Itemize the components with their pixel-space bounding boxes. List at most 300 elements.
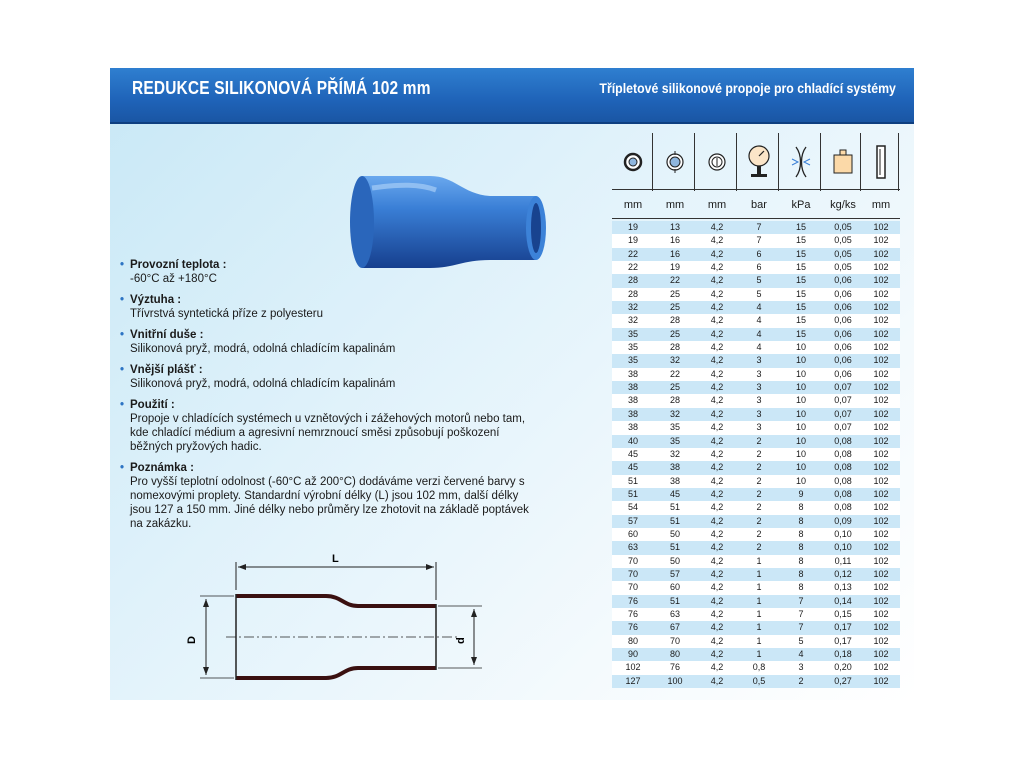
length-icon bbox=[866, 133, 896, 191]
table-cell: 3 bbox=[798, 662, 804, 673]
table-cell: 102 bbox=[873, 315, 889, 326]
table-cell: 1 bbox=[756, 622, 762, 633]
table-cell: 102 bbox=[873, 368, 889, 379]
table-cell: 102 bbox=[873, 288, 889, 299]
table-row bbox=[612, 648, 900, 661]
table-cell: 0,14 bbox=[834, 595, 852, 606]
table-cell: 102 bbox=[873, 435, 889, 446]
info-label: • Použití : bbox=[130, 399, 175, 411]
table-cell: 0,08 bbox=[834, 462, 852, 473]
table-cell: 25 bbox=[669, 302, 680, 313]
table-cell: 102 bbox=[873, 488, 889, 499]
outer-diameter-icon bbox=[616, 133, 650, 191]
inner-diameter-icon bbox=[658, 133, 692, 191]
table-cell: 0,06 bbox=[834, 355, 852, 366]
table-cell: 35 bbox=[669, 435, 680, 446]
table-row bbox=[612, 274, 900, 287]
table-cell: 4,2 bbox=[710, 368, 724, 379]
info-text: Třívrstvá syntetická příze z polyesteru bbox=[130, 308, 324, 320]
table-row bbox=[612, 328, 900, 341]
table-cell: 2 bbox=[756, 542, 762, 553]
table-cell: 9 bbox=[798, 488, 804, 499]
table-cell: 50 bbox=[669, 555, 680, 566]
table-cell: 102 bbox=[873, 568, 889, 579]
table-cell: 8 bbox=[798, 502, 804, 513]
table-cell: 70 bbox=[627, 582, 638, 593]
table-cell: 4 bbox=[798, 649, 804, 659]
table-cell: 38 bbox=[627, 382, 638, 393]
table-row bbox=[612, 314, 900, 327]
table-cell: 32 bbox=[669, 408, 680, 419]
table-cell: 4,2 bbox=[710, 262, 724, 273]
info-label: • Poznámka : bbox=[130, 462, 194, 474]
table-cell: 15 bbox=[795, 328, 806, 339]
table-cell: 25 bbox=[669, 288, 680, 299]
table-cell: 38 bbox=[669, 475, 680, 486]
table-cell: 15 bbox=[795, 262, 806, 273]
table-row bbox=[612, 461, 900, 474]
table-cell: 0,07 bbox=[834, 382, 852, 393]
table-cell: 4,2 bbox=[710, 662, 724, 673]
table-cell: 102 bbox=[873, 448, 889, 459]
table-cell: 22 bbox=[627, 262, 638, 273]
table-row bbox=[612, 568, 900, 581]
table-cell: 4,2 bbox=[710, 502, 724, 513]
table-cell: 22 bbox=[627, 248, 638, 259]
table-cell: 76 bbox=[669, 662, 680, 673]
table-cell: 4,2 bbox=[710, 408, 724, 419]
table-cell: 0,8 bbox=[752, 662, 766, 673]
table-cell: 4,2 bbox=[710, 342, 724, 353]
technical-drawing bbox=[186, 550, 496, 690]
table-cell: 2 bbox=[756, 488, 762, 499]
table-cell: 2 bbox=[756, 448, 762, 459]
table-cell: 102 bbox=[873, 342, 889, 353]
wall-thickness-icon bbox=[700, 133, 734, 191]
pressure-gauge-icon bbox=[742, 133, 776, 191]
table-row bbox=[612, 221, 900, 234]
table-cell: 4,2 bbox=[710, 608, 724, 619]
table-cell: 4,2 bbox=[710, 475, 724, 486]
table-cell: 28 bbox=[669, 315, 680, 326]
table-cell: 1 bbox=[756, 608, 762, 619]
table-cell: 0,05 bbox=[834, 262, 852, 273]
table-cell: 25 bbox=[669, 328, 680, 339]
table-row bbox=[612, 381, 900, 394]
table-cell: 90 bbox=[627, 649, 638, 659]
table-cell: 7 bbox=[756, 235, 762, 246]
table-cell: 102 bbox=[873, 542, 889, 553]
table-cell: 0,06 bbox=[834, 342, 852, 353]
table-cell: 10 bbox=[795, 475, 806, 486]
table-cell: 8 bbox=[798, 555, 804, 566]
table-cell: 4,2 bbox=[710, 395, 724, 406]
table-cell: 8 bbox=[798, 528, 804, 539]
table-cell: 45 bbox=[627, 448, 638, 459]
table-cell: 0,05 bbox=[834, 235, 852, 246]
table-cell: 15 bbox=[795, 222, 806, 232]
table-cell: 0,07 bbox=[834, 395, 852, 406]
table-row bbox=[612, 435, 900, 448]
table-cell: 4,2 bbox=[710, 488, 724, 499]
table-cell: 4,2 bbox=[710, 528, 724, 539]
table-cell: 32 bbox=[669, 355, 680, 366]
table-cell: 10 bbox=[795, 462, 806, 473]
table-cell: 6 bbox=[756, 248, 762, 259]
info-label: • Výztuha : bbox=[130, 294, 182, 306]
table-cell: 102 bbox=[873, 262, 889, 273]
weight-icon bbox=[826, 133, 860, 191]
table-icon-row bbox=[612, 133, 900, 191]
table-cell: 80 bbox=[669, 649, 680, 659]
table-cell: 2 bbox=[756, 435, 762, 446]
table-cell: 51 bbox=[627, 488, 638, 499]
table-cell: 51 bbox=[669, 515, 680, 526]
table-cell: 4,2 bbox=[710, 635, 724, 646]
table-cell: 67 bbox=[669, 622, 680, 633]
table-cell: 0,5 bbox=[752, 675, 766, 686]
table-cell: 4,2 bbox=[710, 288, 724, 299]
unit-header: mm bbox=[665, 199, 685, 211]
table-cell: 0,27 bbox=[834, 675, 852, 686]
table-cell: 54 bbox=[627, 502, 638, 513]
table-cell: 2 bbox=[798, 675, 804, 686]
table-cell: 45 bbox=[669, 488, 680, 499]
table-row bbox=[612, 581, 900, 594]
table-cell: 8 bbox=[798, 515, 804, 526]
table-cell: 63 bbox=[627, 542, 638, 553]
table-row bbox=[612, 675, 900, 688]
table-cell: 6 bbox=[756, 262, 762, 273]
table-cell: 57 bbox=[627, 515, 638, 526]
table-cell: 15 bbox=[795, 302, 806, 313]
table-cell: 0,08 bbox=[834, 502, 852, 513]
table-cell: 102 bbox=[873, 675, 889, 686]
table-row bbox=[612, 515, 900, 528]
table-cell: 7 bbox=[756, 222, 762, 232]
table-cell: 102 bbox=[873, 462, 889, 473]
table-cell: 102 bbox=[873, 515, 889, 526]
table-cell: 57 bbox=[669, 568, 680, 579]
table-cell: 15 bbox=[795, 315, 806, 326]
unit-header: kg/ks bbox=[830, 199, 856, 211]
table-cell: 8 bbox=[798, 568, 804, 579]
table-cell: 7 bbox=[798, 595, 804, 606]
table-cell: 4,2 bbox=[710, 382, 724, 393]
table-cell: 102 bbox=[873, 662, 889, 673]
table-cell: 51 bbox=[669, 502, 680, 513]
table-cell: 0,07 bbox=[834, 422, 852, 433]
info-label: • Provozní teplota : bbox=[130, 259, 227, 271]
table-cell: 0,06 bbox=[834, 328, 852, 339]
table-cell: 16 bbox=[669, 248, 680, 259]
table-cell: 4,2 bbox=[710, 582, 724, 593]
table-cell: 102 bbox=[873, 248, 889, 259]
table-cell: 0,06 bbox=[834, 288, 852, 299]
table-cell: 4,2 bbox=[710, 222, 724, 232]
table-cell: 25 bbox=[669, 382, 680, 393]
info-section bbox=[120, 461, 540, 531]
table-cell: 4,2 bbox=[710, 462, 724, 473]
table-cell: 0,08 bbox=[834, 488, 852, 499]
table-cell: 102 bbox=[873, 649, 889, 659]
table-cell: 38 bbox=[627, 422, 638, 433]
table-cell: 2 bbox=[756, 528, 762, 539]
info-text: Silikonová pryž, modrá, odolná chladícím kapalinám bbox=[130, 378, 396, 390]
table-cell: 3 bbox=[756, 395, 762, 406]
table-cell: 28 bbox=[669, 395, 680, 406]
table-cell: 10 bbox=[795, 395, 806, 406]
table-cell: 10 bbox=[795, 342, 806, 353]
table-cell: 35 bbox=[627, 342, 638, 353]
table-cell: 28 bbox=[627, 275, 638, 286]
table-cell: 2 bbox=[756, 515, 762, 526]
table-row bbox=[612, 234, 900, 247]
table-cell: 102 bbox=[873, 328, 889, 339]
table-row bbox=[612, 448, 900, 461]
table-cell: 4,2 bbox=[710, 315, 724, 326]
table-row bbox=[612, 541, 900, 554]
unit-header: mm bbox=[707, 199, 727, 211]
table-row bbox=[612, 421, 900, 434]
table-cell: 102 bbox=[873, 235, 889, 246]
table-cell: 19 bbox=[627, 235, 638, 246]
table-cell: 102 bbox=[873, 502, 889, 513]
table-cell: 4,2 bbox=[710, 422, 724, 433]
table-cell: 35 bbox=[669, 422, 680, 433]
table-row bbox=[612, 394, 900, 407]
table-cell: 51 bbox=[669, 595, 680, 606]
table-cell: 60 bbox=[669, 582, 680, 593]
table-row bbox=[612, 301, 900, 314]
table-row bbox=[612, 528, 900, 541]
table-cell: 70 bbox=[627, 555, 638, 566]
table-cell: 4,2 bbox=[710, 515, 724, 526]
table-cell: 102 bbox=[873, 528, 889, 539]
table-row bbox=[612, 408, 900, 421]
table-row bbox=[612, 354, 900, 367]
table-cell: 4,2 bbox=[710, 328, 724, 339]
table-row bbox=[612, 501, 900, 514]
diameter-small-label: d bbox=[455, 637, 467, 644]
table-row bbox=[612, 288, 900, 301]
table-cell: 4,2 bbox=[710, 622, 724, 633]
info-text: Pro vyšší teplotní odolnost (-60°C až 200°C) dodáváme verzi červené barvy s nomexovými proplety. Standardní výrobní délky (L) jsou 102 mm, další délky jsou 127 a 150 mm. Jiné délky nebo průměry lze zhotovit na základě poptávek na zakázku. bbox=[130, 476, 529, 530]
table-cell: 0,06 bbox=[834, 275, 852, 286]
table-cell: 0,06 bbox=[834, 368, 852, 379]
table-cell: 10 bbox=[795, 382, 806, 393]
table-cell: 127 bbox=[625, 675, 641, 686]
unit-header: mm bbox=[871, 199, 891, 211]
table-cell: 0,17 bbox=[834, 622, 852, 633]
table-cell: 0,05 bbox=[834, 248, 852, 259]
table-cell: 0,10 bbox=[834, 542, 852, 553]
table-cell: 4 bbox=[756, 302, 762, 313]
table-row bbox=[612, 488, 900, 501]
table-cell: 102 bbox=[873, 555, 889, 566]
table-cell: 32 bbox=[627, 302, 638, 313]
table-cell: 76 bbox=[627, 595, 638, 606]
table-cell: 2 bbox=[756, 462, 762, 473]
table-cell: 4,2 bbox=[710, 595, 724, 606]
table-row bbox=[612, 661, 900, 674]
table-cell: 15 bbox=[795, 288, 806, 299]
table-cell: 102 bbox=[873, 635, 889, 646]
table-cell: 4,2 bbox=[710, 235, 724, 246]
table-cell: 102 bbox=[873, 622, 889, 633]
table-row bbox=[612, 341, 900, 354]
dimension-table bbox=[612, 133, 900, 688]
table-cell: 19 bbox=[669, 262, 680, 273]
table-row bbox=[612, 475, 900, 488]
table-cell: 4,2 bbox=[710, 649, 724, 659]
table-cell: 4,2 bbox=[710, 435, 724, 446]
unit-header: bar bbox=[751, 199, 767, 211]
table-cell: 0,13 bbox=[834, 582, 852, 593]
table-cell: 102 bbox=[873, 382, 889, 393]
table-cell: 4,2 bbox=[710, 555, 724, 566]
table-cell: 100 bbox=[667, 675, 683, 686]
table-cell: 35 bbox=[627, 328, 638, 339]
table-cell: 51 bbox=[627, 475, 638, 486]
table-cell: 10 bbox=[795, 408, 806, 419]
table-cell: 0,11 bbox=[834, 555, 852, 566]
product-info bbox=[120, 258, 540, 538]
table-cell: 0,17 bbox=[834, 635, 852, 646]
table-cell: 2 bbox=[756, 502, 762, 513]
table-cell: 0,08 bbox=[834, 435, 852, 446]
info-label: • Vnější plášť : bbox=[130, 364, 203, 376]
table-cell: 1 bbox=[756, 555, 762, 566]
table-cell: 4 bbox=[756, 315, 762, 326]
table-cell: 102 bbox=[873, 275, 889, 286]
table-cell: 0,20 bbox=[834, 662, 852, 673]
table-body bbox=[612, 221, 900, 688]
table-cell: 15 bbox=[795, 235, 806, 246]
table-cell: 102 bbox=[873, 395, 889, 406]
page-subtitle: Třípletové silikonové propoje pro chladící systémy bbox=[599, 80, 896, 96]
table-cell: 102 bbox=[873, 608, 889, 619]
table-cell: 76 bbox=[627, 608, 638, 619]
table-cell: 102 bbox=[625, 662, 641, 673]
table-cell: 4,2 bbox=[710, 448, 724, 459]
table-cell: 32 bbox=[669, 448, 680, 459]
diameter-big-label: D bbox=[186, 636, 198, 644]
table-cell: 5 bbox=[756, 275, 762, 286]
table-cell: 102 bbox=[873, 302, 889, 313]
table-cell: 76 bbox=[627, 622, 638, 633]
table-row bbox=[612, 608, 900, 621]
table-cell: 28 bbox=[669, 342, 680, 353]
info-section bbox=[120, 258, 540, 286]
table-cell: 22 bbox=[669, 368, 680, 379]
info-section bbox=[120, 363, 540, 391]
table-cell: 0,09 bbox=[834, 515, 852, 526]
table-cell: 0,12 bbox=[834, 568, 852, 579]
table-cell: 4 bbox=[756, 328, 762, 339]
table-cell: 38 bbox=[627, 395, 638, 406]
table-cell: 0,05 bbox=[834, 222, 852, 232]
table-cell: 8 bbox=[798, 542, 804, 553]
table-cell: 4,2 bbox=[710, 355, 724, 366]
table-cell: 10 bbox=[795, 448, 806, 459]
table-cell: 3 bbox=[756, 422, 762, 433]
table-cell: 70 bbox=[669, 635, 680, 646]
table-cell: 0,08 bbox=[834, 475, 852, 486]
table-cell: 102 bbox=[873, 408, 889, 419]
burst-pressure-icon bbox=[784, 133, 818, 191]
table-cell: 3 bbox=[756, 355, 762, 366]
info-label: • Vnitřní duše : bbox=[130, 329, 204, 341]
table-cell: 102 bbox=[873, 422, 889, 433]
table-cell: 102 bbox=[873, 355, 889, 366]
table-cell: 70 bbox=[627, 568, 638, 579]
table-cell: 45 bbox=[627, 462, 638, 473]
length-label: L bbox=[332, 553, 339, 565]
table-units-row bbox=[612, 195, 900, 217]
table-cell: 4 bbox=[756, 342, 762, 353]
table-cell: 0,10 bbox=[834, 528, 852, 539]
table-cell: 4,2 bbox=[710, 542, 724, 553]
info-section bbox=[120, 398, 540, 454]
table-cell: 102 bbox=[873, 595, 889, 606]
table-cell: 16 bbox=[669, 235, 680, 246]
table-cell: 32 bbox=[627, 315, 638, 326]
table-cell: 0,07 bbox=[834, 408, 852, 419]
table-cell: 4,2 bbox=[710, 568, 724, 579]
table-cell: 51 bbox=[669, 542, 680, 553]
info-text: Propoje v chladících systémech u vznětových i zážehových motorů nebo tam, kde chladící médium a agresivní nemrznoucí směsi způsobují poškození běžných pryžových hadic. bbox=[130, 413, 526, 453]
table-cell: 15 bbox=[795, 248, 806, 259]
table-cell: 2 bbox=[756, 475, 762, 486]
table-row bbox=[612, 368, 900, 381]
table-cell: 15 bbox=[795, 275, 806, 286]
table-cell: 10 bbox=[795, 368, 806, 379]
table-cell: 102 bbox=[873, 475, 889, 486]
table-cell: 1 bbox=[756, 595, 762, 606]
table-cell: 0,08 bbox=[834, 448, 852, 459]
table-cell: 38 bbox=[669, 462, 680, 473]
table-cell: 50 bbox=[669, 528, 680, 539]
table-cell: 40 bbox=[627, 435, 638, 446]
table-cell: 0,06 bbox=[834, 302, 852, 313]
table-row bbox=[612, 635, 900, 648]
table-cell: 7 bbox=[798, 608, 804, 619]
page-title: REDUKCE SILIKONOVÁ PŘÍMÁ 102 mm bbox=[132, 78, 431, 98]
table-cell: 1 bbox=[756, 568, 762, 579]
info-text: -60°C až +180°C bbox=[130, 273, 217, 285]
table-cell: 102 bbox=[873, 222, 889, 232]
table-cell: 102 bbox=[873, 582, 889, 593]
table-cell: 0,15 bbox=[834, 608, 852, 619]
info-section bbox=[120, 328, 540, 356]
table-cell: 1 bbox=[756, 582, 762, 593]
table-cell: 4,2 bbox=[710, 675, 724, 686]
table-row bbox=[612, 621, 900, 634]
table-cell: 5 bbox=[756, 288, 762, 299]
unit-header: mm bbox=[623, 199, 643, 211]
table-cell: 4,2 bbox=[710, 275, 724, 286]
table-row bbox=[612, 595, 900, 608]
table-cell: 35 bbox=[627, 355, 638, 366]
table-row bbox=[612, 261, 900, 274]
table-cell: 0,06 bbox=[834, 315, 852, 326]
info-section bbox=[120, 293, 540, 321]
table-cell: 8 bbox=[798, 582, 804, 593]
table-cell: 3 bbox=[756, 408, 762, 419]
table-cell: 4,2 bbox=[710, 302, 724, 313]
info-text: Silikonová pryž, modrá, odolná chladícím kapalinám bbox=[130, 343, 396, 355]
